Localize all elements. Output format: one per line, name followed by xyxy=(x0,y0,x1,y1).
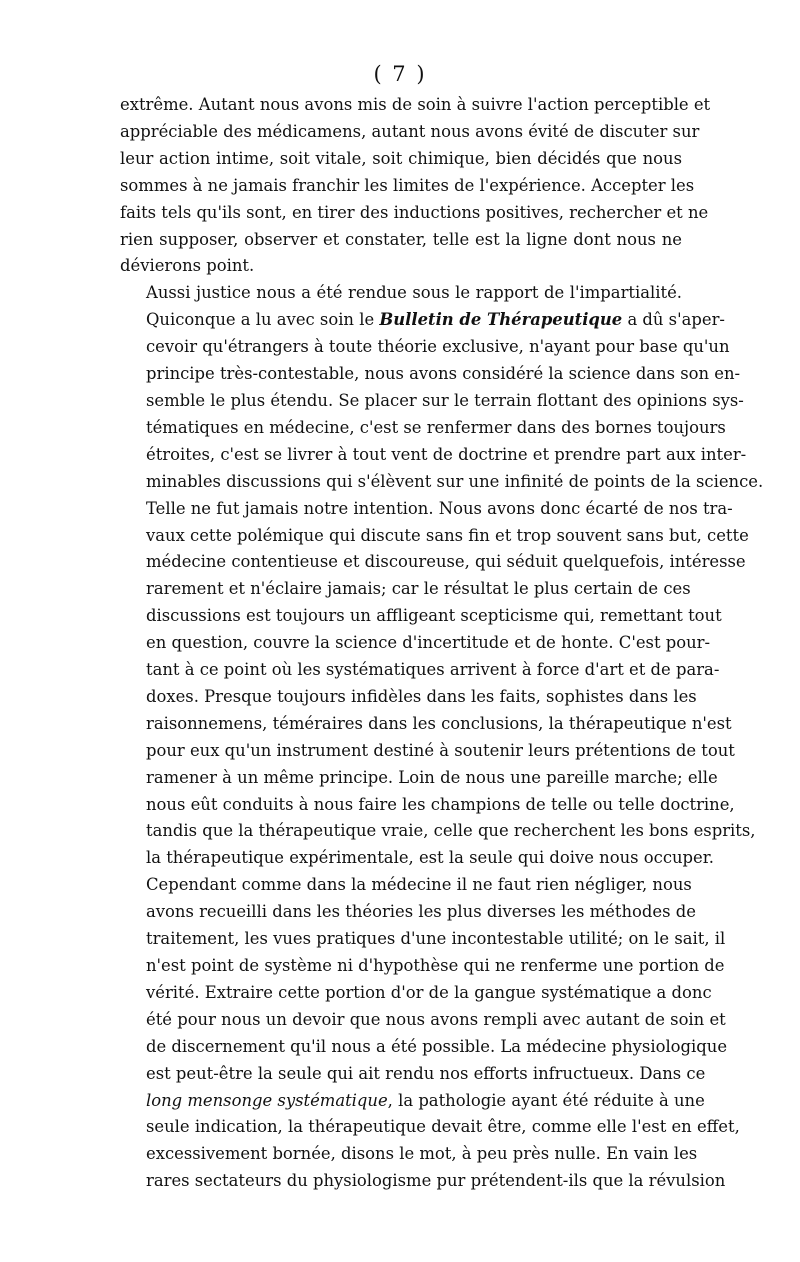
text-line: pour eux qu'un instrument destiné à soutenir leurs prétentions de tout xyxy=(146,740,735,760)
text-line: Aussi justice nous a été rendue sous le rapport de l'impartialité. xyxy=(146,283,682,303)
text-line: rarement et n'éclaire jamais; car le résultat le plus certain de ces xyxy=(146,579,691,599)
text-line: appréciable des médicamens, autant nous avons évité de discuter sur xyxy=(120,121,700,141)
text-line: ramener à un même principe. Loin de nous une pareille marche; elle xyxy=(146,767,718,787)
text-line: dévierons point. xyxy=(120,256,255,276)
paragraph xyxy=(120,872,740,1195)
text-line: tandis que la thérapeutique vraie, celle que recherchent les bons esprits, xyxy=(146,821,756,841)
text-line: nous eût conduits à nous faire les champions de telle ou telle doctrine, xyxy=(146,794,735,814)
text-line: excessivement bornée, disons le mot, à peu près nulle. En vain les xyxy=(146,1144,698,1164)
text-line: Quiconque a lu avec soin le Bulletin de Thérapeutique a dû s'aper- xyxy=(146,310,725,330)
text-line: sommes à ne jamais franchir les limites de l'expérience. Accepter les xyxy=(120,175,695,195)
text-line: en question, couvre la science d'incertitude et de honte. C'est pour- xyxy=(146,633,711,653)
text-line: doxes. Presque toujours infidèles dans les faits, sophistes dans les xyxy=(146,686,697,706)
text-line: minables discussions qui s'élèvent sur une infinité de points de la science. xyxy=(146,471,764,491)
text-line: faits tels qu'ils sont, en tirer des inductions positives, rechercher et ne xyxy=(120,202,709,222)
text-line: étroites, c'est se livrer à tout vent de doctrine et prendre part aux inter- xyxy=(146,444,747,464)
text-line: seule indication, la thérapeutique devait être, comme elle l'est en effet, xyxy=(146,1117,740,1137)
text-line: rares sectateurs du physiologisme pur prétendent-ils que la révulsion xyxy=(146,1171,726,1191)
text-line: est peut-être la seule qui ait rendu nos efforts infructueux. Dans ce xyxy=(146,1063,706,1083)
text-line: tant à ce point où les systématiques arrivent à force d'art et de para- xyxy=(146,660,720,680)
text-line: semble le plus étendu. Se placer sur le terrain flottant des opinions sys- xyxy=(146,390,744,410)
page-number: ( 7 ) xyxy=(373,62,427,86)
text-line: Telle ne fut jamais notre intention. Nous avons donc écarté de nos tra- xyxy=(146,498,733,518)
text-line: extrême. Autant nous avons mis de soin à suivre l'action perceptible et xyxy=(120,95,711,114)
text-line: Cependant comme dans la médecine il ne faut rien négliger, nous xyxy=(146,875,692,895)
text-line: raisonnemens, téméraires dans les conclusions, la thérapeutique n'est xyxy=(146,713,732,733)
text-line: vérité. Extraire cette portion d'or de la gangue systématique a donc xyxy=(146,982,712,1002)
paragraph xyxy=(120,92,711,280)
text-line: leur action intime, soit vitale, soit chimique, bien décidés que nous xyxy=(120,148,682,168)
text-line: n'est point de système ni d'hypothèse qui ne renferme une portion de xyxy=(146,956,725,975)
text-line: long mensonge systématique, la pathologie ayant été réduite à une xyxy=(146,1090,705,1110)
text-line: tématiques en médecine, c'est se renfermer dans des bornes toujours xyxy=(146,417,726,437)
text-line: traitement, les vues pratiques d'une incontestable utilité; on le sait, il xyxy=(146,929,726,949)
text-line: médecine contentieuse et discoureuse, qui séduit quelquefois, intéresse xyxy=(146,552,746,572)
text-line: rien supposer, observer et constater, telle est la ligne dont nous ne xyxy=(120,229,682,249)
text-line: principe très-contestable, nous avons considéré la science dans son en- xyxy=(146,364,741,384)
body-text xyxy=(120,92,764,1195)
text-line: été pour nous un devoir que nous avons rempli avec autant de soin et xyxy=(146,1009,726,1029)
paragraph xyxy=(120,280,764,872)
text-line: la thérapeutique expérimentale, est la seule qui doive nous occuper. xyxy=(146,848,714,868)
text-line: de discernement qu'il nous a été possible. La médecine physiologique xyxy=(146,1036,728,1056)
text-line: avons recueilli dans les théories les plus diverses les méthodes de xyxy=(146,902,696,922)
text-line: cevoir qu'étrangers à toute théorie exclusive, n'ayant pour base qu'un xyxy=(146,337,730,357)
text-line: vaux cette polémique qui discute sans fin et trop souvent sans but, cette xyxy=(146,525,749,545)
text-line: discussions est toujours un affligeant scepticisme qui, remettant tout xyxy=(146,606,722,626)
